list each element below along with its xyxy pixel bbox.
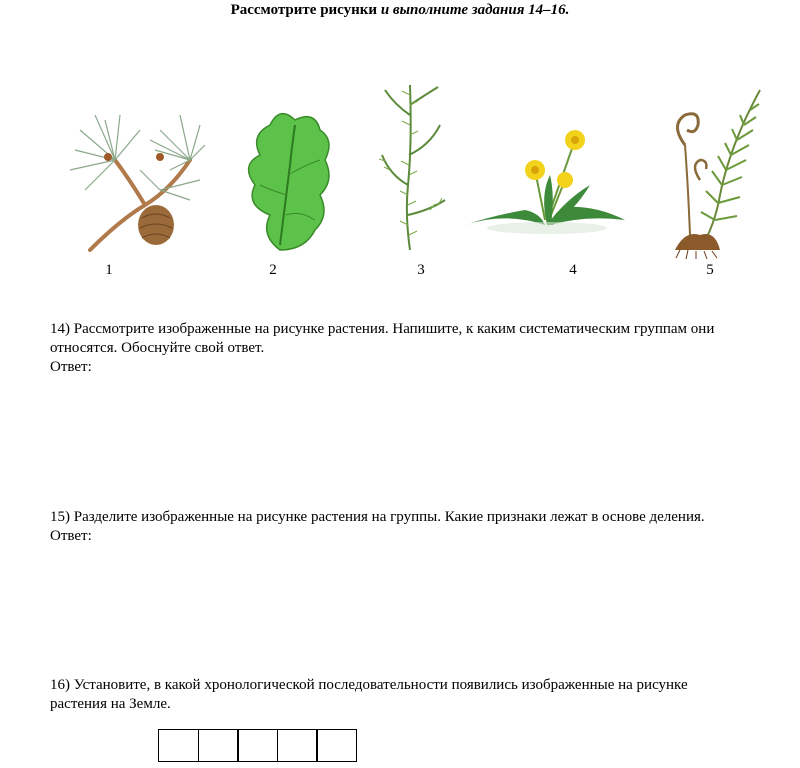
liverwort-icon [240, 105, 335, 255]
dandelion-icon [465, 125, 630, 240]
answer-box[interactable] [158, 729, 199, 762]
task-15-text: 15) Разделите изображенные на рисунке растения на группы. Какие признаки лежат в основе деления. [50, 509, 705, 525]
task-14-answer-label: Ответ: [50, 359, 92, 375]
figure-number-2: 2 [269, 262, 277, 278]
task-14 [50, 320, 730, 377]
task-15 [50, 508, 730, 546]
figure-number-4: 4 [569, 262, 577, 278]
answer-boxes [158, 729, 357, 762]
task-16-text: 16) Установите, в какой хронологической последовательности появились изображенные на рисунке растения на Земле. [50, 677, 688, 712]
task-14-text: 14) Рассмотрите изображенные на рисунке растения. Напишите, к каким систематическим группам они относятся. Обоснуйте свой ответ. [50, 321, 715, 356]
page-header [0, 0, 800, 20]
answer-box[interactable] [198, 729, 239, 762]
header-text-italic: и выполните задания 14–16. [380, 2, 570, 18]
pine-branch-icon [60, 110, 205, 260]
moss-club-icon [370, 75, 450, 255]
answer-box[interactable] [277, 729, 318, 762]
fern-icon [660, 85, 770, 260]
figure-number-5: 5 [706, 262, 714, 278]
task-16 [50, 676, 730, 714]
answer-box[interactable] [237, 729, 278, 762]
figure-number-1: 1 [105, 262, 113, 278]
answer-box[interactable] [316, 729, 357, 762]
header-text-bold: Рассмотрите рисунки [230, 2, 381, 18]
figure-number-3: 3 [417, 262, 425, 278]
task-15-answer-label: Ответ: [50, 528, 92, 544]
